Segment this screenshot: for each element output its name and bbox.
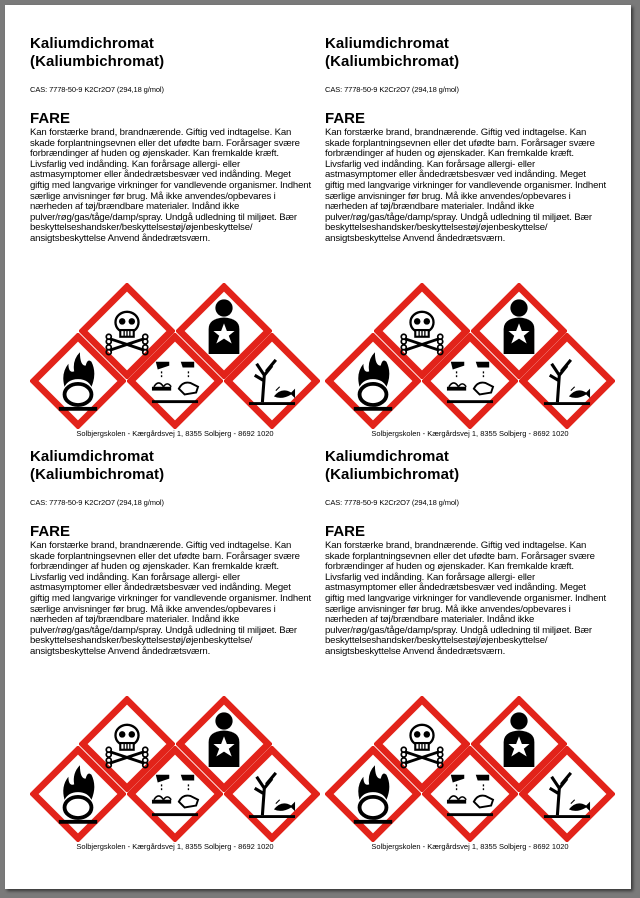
pictogram-group	[325, 283, 615, 423]
product-name: Kaliumdichromat	[30, 448, 155, 465]
flame-over-circle-icon	[325, 333, 421, 429]
supplier-footer: Solbjergskolen - Kærgårdsvej 1, 8355 Solbjerg - 8692 1020	[371, 842, 569, 851]
flame-over-circle-icon	[30, 333, 126, 429]
flame-over-circle-icon	[30, 746, 126, 842]
product-name: Kaliumdichromat	[325, 35, 450, 52]
signal-word: FARE	[325, 523, 366, 540]
cas-number: CAS: 7778-50-9 K2Cr2O7 (294,18 g/mol)	[30, 85, 164, 94]
hazard-label	[30, 35, 320, 449]
cas-number: CAS: 7778-50-9 K2Cr2O7 (294,18 g/mol)	[325, 498, 459, 507]
product-synonym: (Kaliumbichromat)	[30, 466, 165, 483]
corrosion-icon	[127, 333, 223, 429]
environment-icon	[519, 746, 615, 842]
supplier-footer: Solbjergskolen - Kærgårdsvej 1, 8355 Solbjerg - 8692 1020	[76, 429, 274, 438]
supplier-footer: Solbjergskolen - Kærgårdsvej 1, 8355 Solbjerg - 8692 1020	[76, 842, 274, 851]
supplier-footer: Solbjergskolen - Kærgårdsvej 1, 8355 Solbjerg - 8692 1020	[371, 429, 569, 438]
hazard-statements: Kan forstærke brand, brandnærende. Giftig ved indtagelse. Kan skade forplantningsevnen eller det ufødte barn. Forårsager svære forbrændinger af huden og øjenskader. Kan fremkalde kræft. Livsfarlig ved indånding. Kan forårsage allergi- eller astmasymptomer eller åndedrætsbesvær ved indånding. Meget giftig med langvarige virkninger for vandlevende organismer. Indhent særlige anvisninger før brug. Må ikke anvendes/opbevares i nærheden af tøj/brændbare materialer. Indånd ikke pulver/røg/gas/tåge/damp/spray. Undgå udledning til miljøet. Bær beskyttelseshandsker/beskyttelsestøj/øjenbeskyttelse/ ansigtsbeskyttelse Anvend åndedrætsværn.	[325, 127, 606, 244]
document-page	[5, 5, 631, 889]
cas-number: CAS: 7778-50-9 K2Cr2O7 (294,18 g/mol)	[325, 85, 459, 94]
pictogram-group	[30, 696, 320, 836]
cas-number: CAS: 7778-50-9 K2Cr2O7 (294,18 g/mol)	[30, 498, 164, 507]
flame-over-circle-icon	[325, 746, 421, 842]
hazard-label	[325, 35, 615, 449]
hazard-statements: Kan forstærke brand, brandnærende. Giftig ved indtagelse. Kan skade forplantningsevnen eller det ufødte barn. Forårsager svære forbrændinger af huden og øjenskader. Kan fremkalde kræft. Livsfarlig ved indånding. Kan forårsage allergi- eller astmasymptomer eller åndedrætsbesvær ved indånding. Meget giftig med langvarige virkninger for vandlevende organismer. Indhent særlige anvisninger før brug. Må ikke anvendes/opbevares i nærheden af tøj/brændbare materialer. Indånd ikke pulver/røg/gas/tåge/damp/spray. Undgå udledning til miljøet. Bær beskyttelseshandsker/beskyttelsestøj/øjenbeskyttelse/ ansigtsbeskyttelse Anvend åndedrætsværn.	[30, 127, 311, 244]
corrosion-icon	[422, 746, 518, 842]
product-synonym: (Kaliumbichromat)	[325, 53, 460, 70]
hazard-statements: Kan forstærke brand, brandnærende. Giftig ved indtagelse. Kan skade forplantningsevnen eller det ufødte barn. Forårsager svære forbrændinger af huden og øjenskader. Kan fremkalde kræft. Livsfarlig ved indånding. Kan forårsage allergi- eller astmasymptomer eller åndedrætsbesvær ved indånding. Meget giftig med langvarige virkninger for vandlevende organismer. Indhent særlige anvisninger før brug. Må ikke anvendes/opbevares i nærheden af tøj/brændbare materialer. Indånd ikke pulver/røg/gas/tåge/damp/spray. Undgå udledning til miljøet. Bær beskyttelseshandsker/beskyttelsestøj/øjenbeskyttelse/ ansigtsbeskyttelse Anvend åndedrætsværn.	[325, 540, 606, 657]
hazard-label	[325, 448, 615, 862]
signal-word: FARE	[30, 110, 71, 127]
signal-word: FARE	[30, 523, 71, 540]
environment-icon	[224, 746, 320, 842]
pictogram-group	[325, 696, 615, 836]
corrosion-icon	[127, 746, 223, 842]
product-name: Kaliumdichromat	[325, 448, 450, 465]
product-name: Kaliumdichromat	[30, 35, 155, 52]
product-synonym: (Kaliumbichromat)	[325, 466, 460, 483]
corrosion-icon	[422, 333, 518, 429]
environment-icon	[224, 333, 320, 429]
signal-word: FARE	[325, 110, 366, 127]
hazard-statements: Kan forstærke brand, brandnærende. Giftig ved indtagelse. Kan skade forplantningsevnen eller det ufødte barn. Forårsager svære forbrændinger af huden og øjenskader. Kan fremkalde kræft. Livsfarlig ved indånding. Kan forårsage allergi- eller astmasymptomer eller åndedrætsbesvær ved indånding. Meget giftig med langvarige virkninger for vandlevende organismer. Indhent særlige anvisninger før brug. Må ikke anvendes/opbevares i nærheden af tøj/brændbare materialer. Indånd ikke pulver/røg/gas/tåge/damp/spray. Undgå udledning til miljøet. Bær beskyttelseshandsker/beskyttelsestøj/øjenbeskyttelse/ ansigtsbeskyttelse Anvend åndedrætsværn.	[30, 540, 311, 657]
pictogram-group	[30, 283, 320, 423]
environment-icon	[519, 333, 615, 429]
hazard-label	[30, 448, 320, 862]
product-synonym: (Kaliumbichromat)	[30, 53, 165, 70]
